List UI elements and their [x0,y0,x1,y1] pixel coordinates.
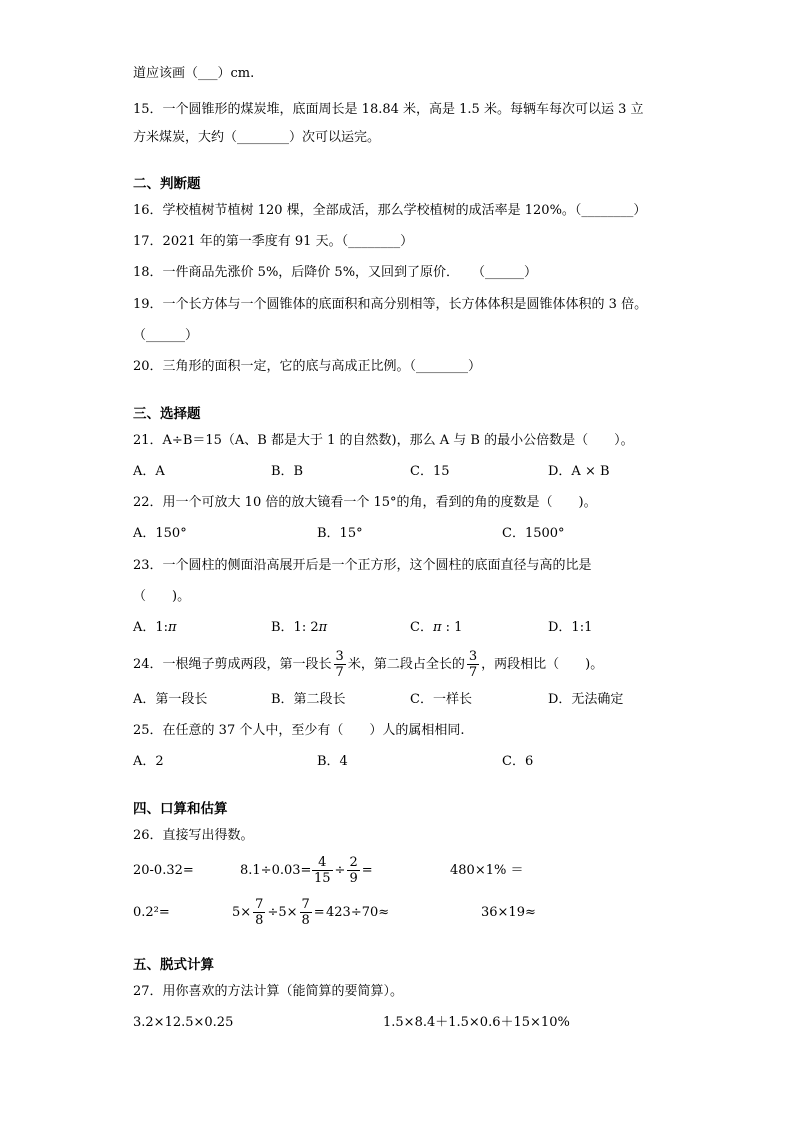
q19-line1: 19．一个长方体与一个圆锥体的底面积和高分别相等，长方体体积是圆锥体体积的 3 倍。 [133,297,648,312]
q25-option-a: A．2 [133,754,164,769]
q24-option-a: A．第一段长 [133,692,208,707]
q23-option-d: D．1:1 [548,620,593,635]
q22-option-c: C．1500° [502,526,565,541]
q18: 18．一件商品先涨价 5%，后降价 5%，又回到了原价． （______） [133,265,538,280]
calc-item-3: $\frac{4}{15}$ ÷ $\frac{2}{9}$ = [314,855,373,886]
fraction: $\frac{7}{8}$ [301,897,310,928]
calc-item-1: 20-0.32= [133,863,194,878]
q16: 16．学校植树节植树 120 棵，全部成活，那么学校植树的成活率是 120%。（________） [133,203,647,218]
q20: 20．三角形的面积一定，它的底与高成正比例。（________） [133,359,482,374]
section-judgement-title: 二、判断题 [133,176,201,192]
q23-option-b: B．1: 2π [271,620,328,635]
q21-option-d: D．A × B [548,464,610,479]
fraction: $\frac{2}{9}$ [349,855,358,886]
expression-2: 1.5×8.4＋1.5×0.6＋15×10% [383,1015,570,1030]
q24-option-d: D．无法确定 [548,692,624,707]
q23-line1: 23．一个圆柱的侧面沿高展开后是一个正方形，这个圆柱的底面直径与高的比是 [133,558,592,573]
expression-1: 3.2×12.5×0.25 [133,1015,234,1030]
q15-line2: 方米煤炭，大约（________）次可以运完。 [133,130,381,145]
q25-option-b: B．4 [317,754,348,769]
q14-tail: 道应该画（___）cm. [133,66,255,81]
q19-line2: （______） [133,328,199,343]
calc-item-8: 36×19≈ [481,905,536,920]
section-mental-math-title: 四、口算和估算 [133,801,228,817]
q15-line1: 15．一个圆锥形的煤炭堆，底面周长是 18.84 米，高是 1.5 米。每辆车每次可以运 3 立 [133,102,644,117]
pi-symbol: π [318,620,328,635]
q25-option-c: C．6 [502,754,534,769]
q17: 17．2021 年的第一季度有 91 天。（________） [133,234,414,249]
q22-option-b: B．15° [317,526,363,541]
pi-symbol: π [168,620,177,635]
q22-option-a: A．150° [133,526,187,541]
q24: 24．一根绳子剪成两段，第一段长 $\frac{3}{7}$ 米，第二段占全长的 $\frac{3}{7}$ ，两段相比（ )。 [133,649,604,680]
q23-line2: （ )。 [133,589,191,604]
fraction: $\frac{3}{7}$ [468,649,478,680]
section-step-calc-title: 五、脱式计算 [133,957,214,973]
q23-option-c: C．π : 1 [410,620,463,635]
q21-option-b: B．B [271,464,304,479]
q21-option-c: C．15 [410,464,450,479]
q27: 27．用你喜欢的方法计算（能简算的要简算）。 [133,984,404,999]
fraction: $\frac{7}{8}$ [255,897,264,928]
calc-item-6: 5× $\frac{7}{8}$ ÷5× $\frac{7}{8}$ = [232,897,325,928]
calc-item-2: 8.1÷0.03= [240,863,312,878]
q24-option-c: C．一样长 [410,692,472,707]
q21-option-a: A．A [133,464,165,479]
calc-item-7: 423÷70≈ [326,905,390,920]
calc-item-4: 480×1% ＝ [450,863,524,878]
q21: 21．A÷B＝15（A、B 都是大于 1 的自然数)，那么 A 与 B 的最小公倍数是（ ）。 [133,433,634,448]
fraction: $\frac{4}{15}$ [314,855,331,886]
q22: 22．用一个可放大 10 倍的放大镜看一个 15°的角，看到的角的度数是（ )。 [133,495,597,510]
calc-item-5: 0.2²= [133,905,170,920]
q24-option-b: B．第二段长 [271,692,346,707]
q25: 25．在任意的 37 个人中，至少有（ ）人的属相相同. [133,723,465,738]
q26: 26．直接写出得数。 [133,828,254,843]
fraction: $\frac{3}{7}$ [335,649,344,680]
section-choice-title: 三、选择题 [133,406,201,422]
pi-symbol: π [432,620,442,635]
q23-option-a: A．1:π [133,620,177,635]
